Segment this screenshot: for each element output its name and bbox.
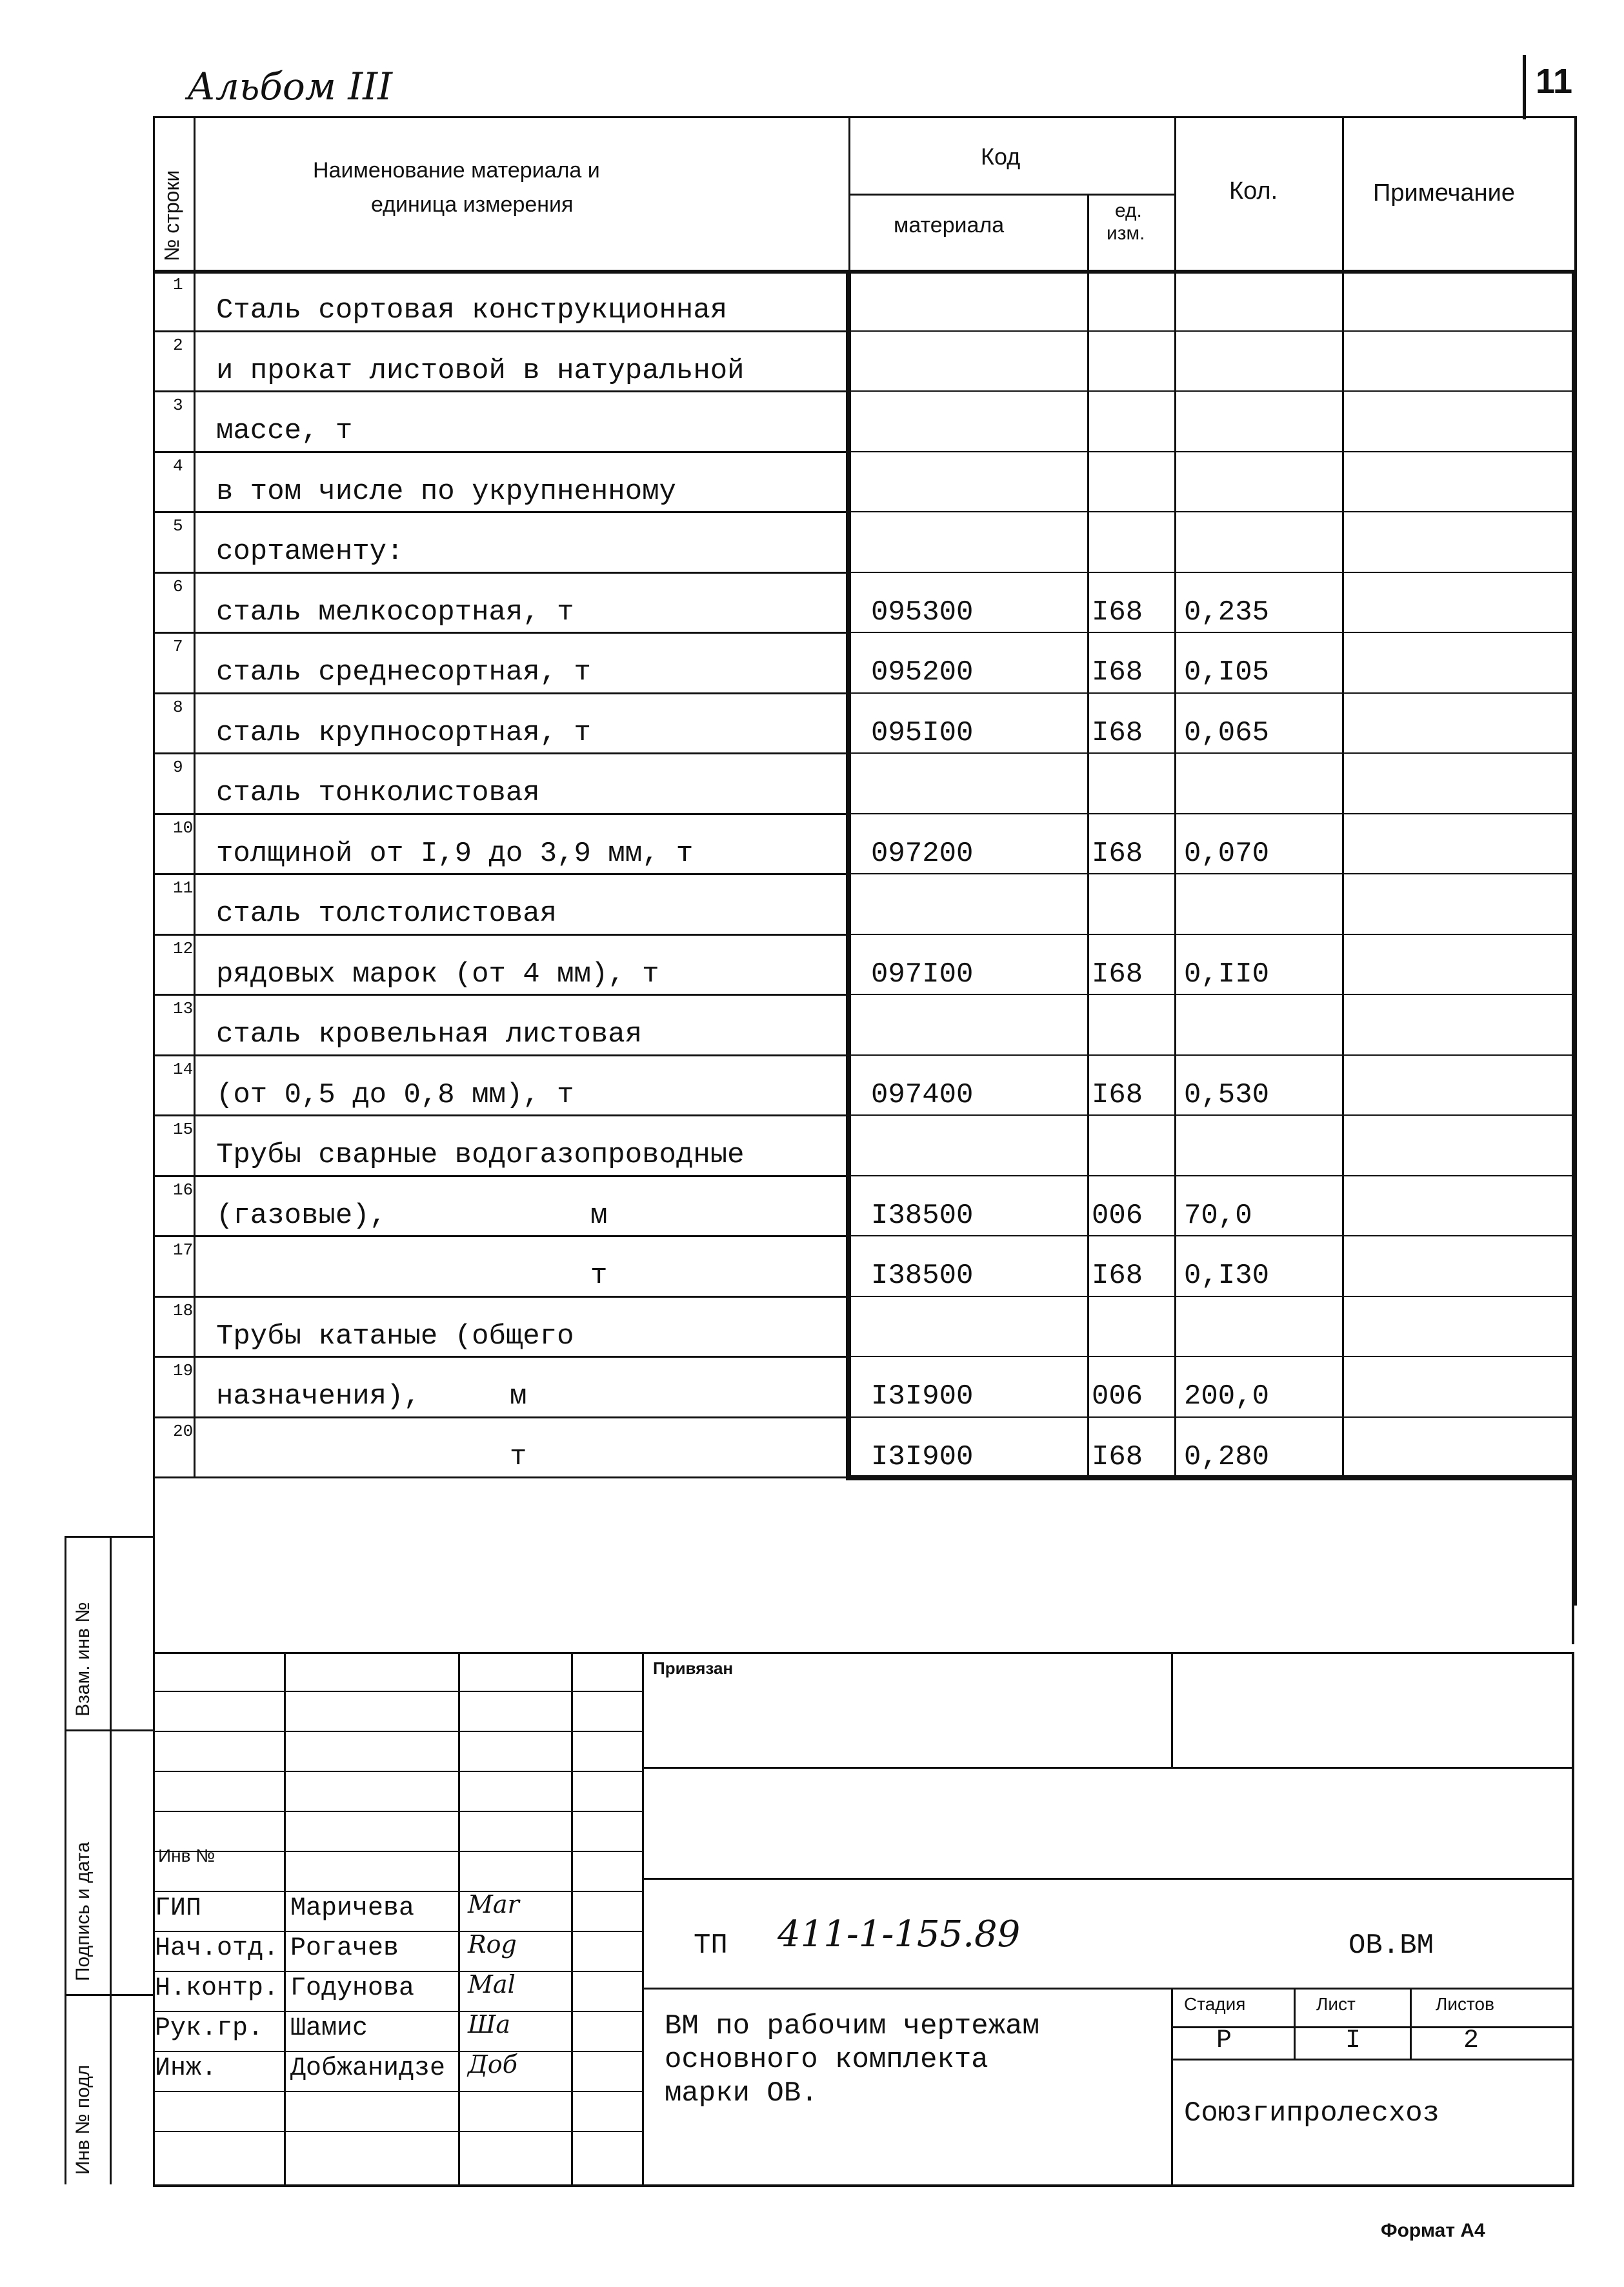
row-number: 14 — [173, 1059, 194, 1079]
row-number: 8 — [173, 697, 183, 717]
row-quantity: 0,280 — [1184, 1440, 1270, 1473]
row-name: сталь кровельная листовая — [216, 1018, 643, 1051]
tb-stage-left — [1171, 1988, 1173, 2184]
row-number: 12 — [173, 938, 194, 958]
row-number: 17 — [173, 1240, 194, 1260]
tb-code-bottom — [642, 1988, 1574, 1990]
staff-signature: Rog — [468, 1930, 517, 1959]
margin-inv-orig: Инв № подл — [72, 2064, 94, 2175]
organization: Союзгипролесхоз — [1184, 2097, 1440, 2130]
row-name-unit: т — [510, 1440, 527, 1473]
tb-grid-row — [153, 1851, 642, 1852]
row-name-unit: м — [510, 1380, 527, 1413]
page-number-divider — [1523, 55, 1526, 119]
name-header-line2: единица измерения — [371, 192, 574, 217]
doc-description-line: основного комплекта — [665, 2044, 988, 2076]
row-number: 18 — [173, 1300, 194, 1320]
row-unit-code: I68 — [1092, 958, 1143, 991]
tb-grid-row — [153, 1891, 642, 1892]
row-unit-code: 006 — [1092, 1380, 1143, 1413]
name-header-line1: Наименование материала и — [313, 158, 600, 183]
stage-label: Стадия — [1184, 1994, 1246, 2014]
staff-role: Инж. — [155, 2054, 217, 2083]
row-material-code: 097400 — [871, 1078, 974, 1111]
row-number: 20 — [173, 1421, 194, 1441]
unit-header-line2: изм. — [1107, 223, 1145, 244]
staff-signature: Доб — [468, 2050, 517, 2079]
row-line — [848, 752, 1574, 754]
row-line — [848, 1296, 1574, 1297]
stage-value: Р — [1216, 2026, 1232, 2055]
doc-description-line: марки ОВ. — [665, 2077, 818, 2110]
row-line — [153, 1356, 848, 1358]
row-line — [153, 451, 848, 453]
staff-role: Нач.отд. — [155, 1934, 279, 1963]
sheet-label: Лист — [1316, 1994, 1356, 2014]
row-line — [153, 572, 848, 574]
row-unit-code: I68 — [1092, 656, 1143, 689]
row-name: сталь среднесортная, т — [216, 656, 591, 689]
tb-stage-value-line — [1171, 2059, 1574, 2060]
tb-top-line — [153, 1652, 1574, 1654]
row-number: 6 — [173, 576, 183, 596]
staff-name: Добжанидзе — [290, 2054, 446, 2083]
margin-inv-replace: Взам. инв № — [72, 1602, 94, 1717]
row-line — [848, 1476, 1574, 1478]
row-number: 11 — [173, 878, 194, 898]
row-name: Трубы катаные (общего — [216, 1320, 574, 1353]
tb-right-line — [1572, 1652, 1574, 2184]
row-quantity: 0,235 — [1184, 596, 1270, 629]
row-line — [848, 813, 1574, 814]
table-left-line — [153, 116, 155, 1677]
row-line — [153, 934, 848, 936]
row-line — [153, 1296, 848, 1298]
unit-header-line1: ед. — [1115, 200, 1142, 221]
row-material-code: 095200 — [871, 656, 974, 689]
row-name: и прокат листовой в натуральной — [216, 354, 745, 387]
rowno-col-line — [194, 116, 195, 1476]
margin-sign-date: Подпись и дата — [72, 1842, 94, 1981]
staff-signature: Mar — [468, 1890, 519, 1919]
staff-role: ГИП — [155, 1894, 202, 1923]
row-line — [848, 1356, 1574, 1357]
margin-sep-1 — [65, 1729, 153, 1731]
row-name: в том числе по укрупненному — [216, 475, 676, 508]
row-name: Сталь сортовая конструкционная — [216, 294, 728, 327]
tb-grid-row — [153, 1731, 642, 1732]
row-line — [153, 994, 848, 996]
row-line — [153, 511, 848, 513]
rowno-header: № строки — [160, 170, 183, 261]
inv-no-label: Инв № — [158, 1846, 216, 1866]
row-name: Трубы сварные водогазопроводные — [216, 1139, 745, 1171]
row-number: 15 — [173, 1120, 194, 1139]
qty-col-line — [1174, 116, 1176, 1476]
row-material-code: I3I900 — [871, 1440, 974, 1473]
staff-signature: Ша — [468, 2010, 511, 2039]
lower-right-line — [1572, 1476, 1574, 1644]
row-quantity: 0,I30 — [1184, 1260, 1270, 1292]
row-name: сталь тонколистовая — [216, 777, 540, 809]
row-line — [848, 1235, 1574, 1236]
row-material-code: I3I900 — [871, 1380, 974, 1413]
row-line — [153, 632, 848, 634]
row-material-code: 097200 — [871, 837, 974, 870]
staff-name: Годунова — [290, 1974, 415, 2003]
row-line — [153, 1054, 848, 1056]
table-top-line — [153, 116, 1574, 118]
doc-mark: ОВ.ВМ — [1348, 1929, 1434, 1962]
tb-bound-bottom — [642, 1767, 1574, 1769]
staff-name: Шамис — [290, 2014, 368, 2043]
tb-grid-row — [153, 2091, 642, 2092]
row-unit-code: I68 — [1092, 716, 1143, 749]
row-material-code: 095I00 — [871, 716, 974, 749]
bound-label: Привязан — [653, 1658, 734, 1678]
row-number: 16 — [173, 1180, 194, 1200]
row-line — [153, 1476, 848, 1478]
row-number: 4 — [173, 456, 183, 476]
row-line — [848, 632, 1574, 633]
doc-code-prefix: ТП — [694, 1929, 728, 1962]
row-line — [848, 572, 1574, 573]
sheet-value: I — [1345, 2026, 1361, 2055]
qty-header: Кол. — [1229, 177, 1278, 205]
row-line — [153, 1175, 848, 1177]
staff-name: Маричева — [290, 1894, 415, 1923]
row-name: сталь крупносортная, т — [216, 716, 591, 749]
row-line — [848, 1175, 1574, 1176]
row-name: сталь толстолистовая — [216, 898, 557, 930]
row-number: 7 — [173, 637, 183, 656]
row-line — [153, 692, 848, 694]
row-line — [848, 873, 1574, 874]
row-unit-code: I68 — [1092, 1260, 1143, 1292]
code-sub-line — [848, 194, 1174, 196]
row-number: 3 — [173, 396, 183, 415]
row-unit-code: I68 — [1092, 1440, 1143, 1473]
row-line — [153, 330, 848, 332]
row-number: 13 — [173, 999, 194, 1018]
staff-name: Рогачев — [290, 1934, 399, 1963]
tb-stage-split-1 — [1294, 1988, 1296, 2059]
row-line — [153, 1416, 848, 1418]
row-line — [848, 451, 1574, 452]
row-quantity: 200,0 — [1184, 1380, 1270, 1413]
note-header: Примечание — [1373, 179, 1515, 207]
row-name: сортаменту: — [216, 536, 404, 568]
row-name: назначения), — [216, 1380, 421, 1413]
row-unit-code: I68 — [1092, 596, 1143, 629]
row-name: массе, т — [216, 415, 353, 447]
row-number: 5 — [173, 516, 183, 536]
row-unit-code: 006 — [1092, 1199, 1143, 1232]
row-unit-code: I68 — [1092, 1078, 1143, 1111]
row-line — [153, 1235, 848, 1237]
row-quantity: 0,065 — [1184, 716, 1270, 749]
row-line — [848, 330, 1574, 332]
row-material-code: I38500 — [871, 1199, 974, 1232]
doc-code: 411-1-155.89 — [777, 1913, 1021, 1955]
album-label: Альбом III — [187, 65, 393, 108]
row-quantity: 0,530 — [1184, 1078, 1270, 1111]
tb-grid-row — [153, 1691, 642, 1692]
row-number: 2 — [173, 335, 183, 355]
page-number: 11 — [1536, 62, 1573, 101]
margin-sep-2 — [65, 1994, 153, 1996]
row-line — [848, 390, 1574, 392]
row-line — [848, 1416, 1574, 1418]
row-line — [153, 752, 848, 754]
row-name: рядовых марок (от 4 мм), т — [216, 958, 659, 991]
row-material-code: 097I00 — [871, 958, 974, 991]
row-name: сталь мелкосортная, т — [216, 596, 574, 629]
row-line — [848, 1054, 1574, 1056]
row-quantity: 0,070 — [1184, 837, 1270, 870]
tb-desc-left-line — [642, 1652, 644, 2184]
sheets-label: Листов — [1436, 1994, 1494, 2014]
row-line — [153, 873, 848, 875]
row-line — [848, 1114, 1574, 1116]
row-name-unit: м — [590, 1199, 608, 1232]
header-bottom-line — [153, 270, 1574, 274]
row-name: (от 0,5 до 0,8 мм), т — [216, 1078, 574, 1111]
tb-stage-split-2 — [1410, 1988, 1412, 2059]
staff-role: Рук.гр. — [155, 2014, 264, 2043]
row-material-code: 095300 — [871, 596, 974, 629]
row-line — [848, 511, 1574, 512]
staff-signature: Mal — [468, 1970, 516, 1999]
row-quantity: 0,II0 — [1184, 958, 1270, 991]
margin-inner-line — [110, 1536, 112, 2184]
tb-grid-row — [153, 1971, 642, 1972]
row-quantity: 0,I05 — [1184, 656, 1270, 689]
margin-top-line — [65, 1536, 153, 1538]
doc-description-line: ВМ по рабочим чертежам — [665, 2010, 1039, 2042]
tb-grid-row — [153, 1931, 642, 1932]
row-line — [153, 390, 848, 392]
row-line — [153, 813, 848, 815]
row-quantity: 70,0 — [1184, 1199, 1252, 1232]
row-number: 1 — [173, 275, 183, 294]
sheets-value: 2 — [1463, 2026, 1479, 2055]
format-label: Формат А4 — [1381, 2220, 1485, 2241]
margin-outer-line — [65, 1536, 66, 2184]
row-name: толщиной от I,9 до 3,9 мм, т — [216, 837, 694, 870]
tb-grid-row — [153, 1771, 642, 1772]
tb-bound-split — [1171, 1652, 1173, 1768]
row-material-code: I38500 — [871, 1260, 974, 1292]
row-number: 9 — [173, 758, 183, 777]
tb-code-top — [642, 1878, 1574, 1880]
row-unit-code: I68 — [1092, 837, 1143, 870]
row-number: 19 — [173, 1361, 194, 1380]
tb-grid-row — [153, 2131, 642, 2132]
material-header: материала — [894, 213, 1005, 237]
tb-grid-row — [153, 2011, 642, 2012]
staff-role: Н.контр. — [155, 1974, 279, 2003]
note-col-line — [1342, 116, 1344, 1476]
row-number: 10 — [173, 818, 194, 838]
row-line — [848, 994, 1574, 995]
unit-col-line — [1087, 194, 1089, 1476]
tb-bottom-line — [153, 2184, 1574, 2187]
row-line — [153, 1114, 848, 1116]
row-line — [848, 692, 1574, 694]
code-header: Код — [981, 143, 1021, 170]
row-name-unit: т — [590, 1260, 608, 1292]
row-name: (газовые), — [216, 1199, 387, 1232]
tb-grid-row — [153, 1811, 642, 1812]
row-line — [848, 934, 1574, 935]
tb-grid-row — [153, 2051, 642, 2052]
